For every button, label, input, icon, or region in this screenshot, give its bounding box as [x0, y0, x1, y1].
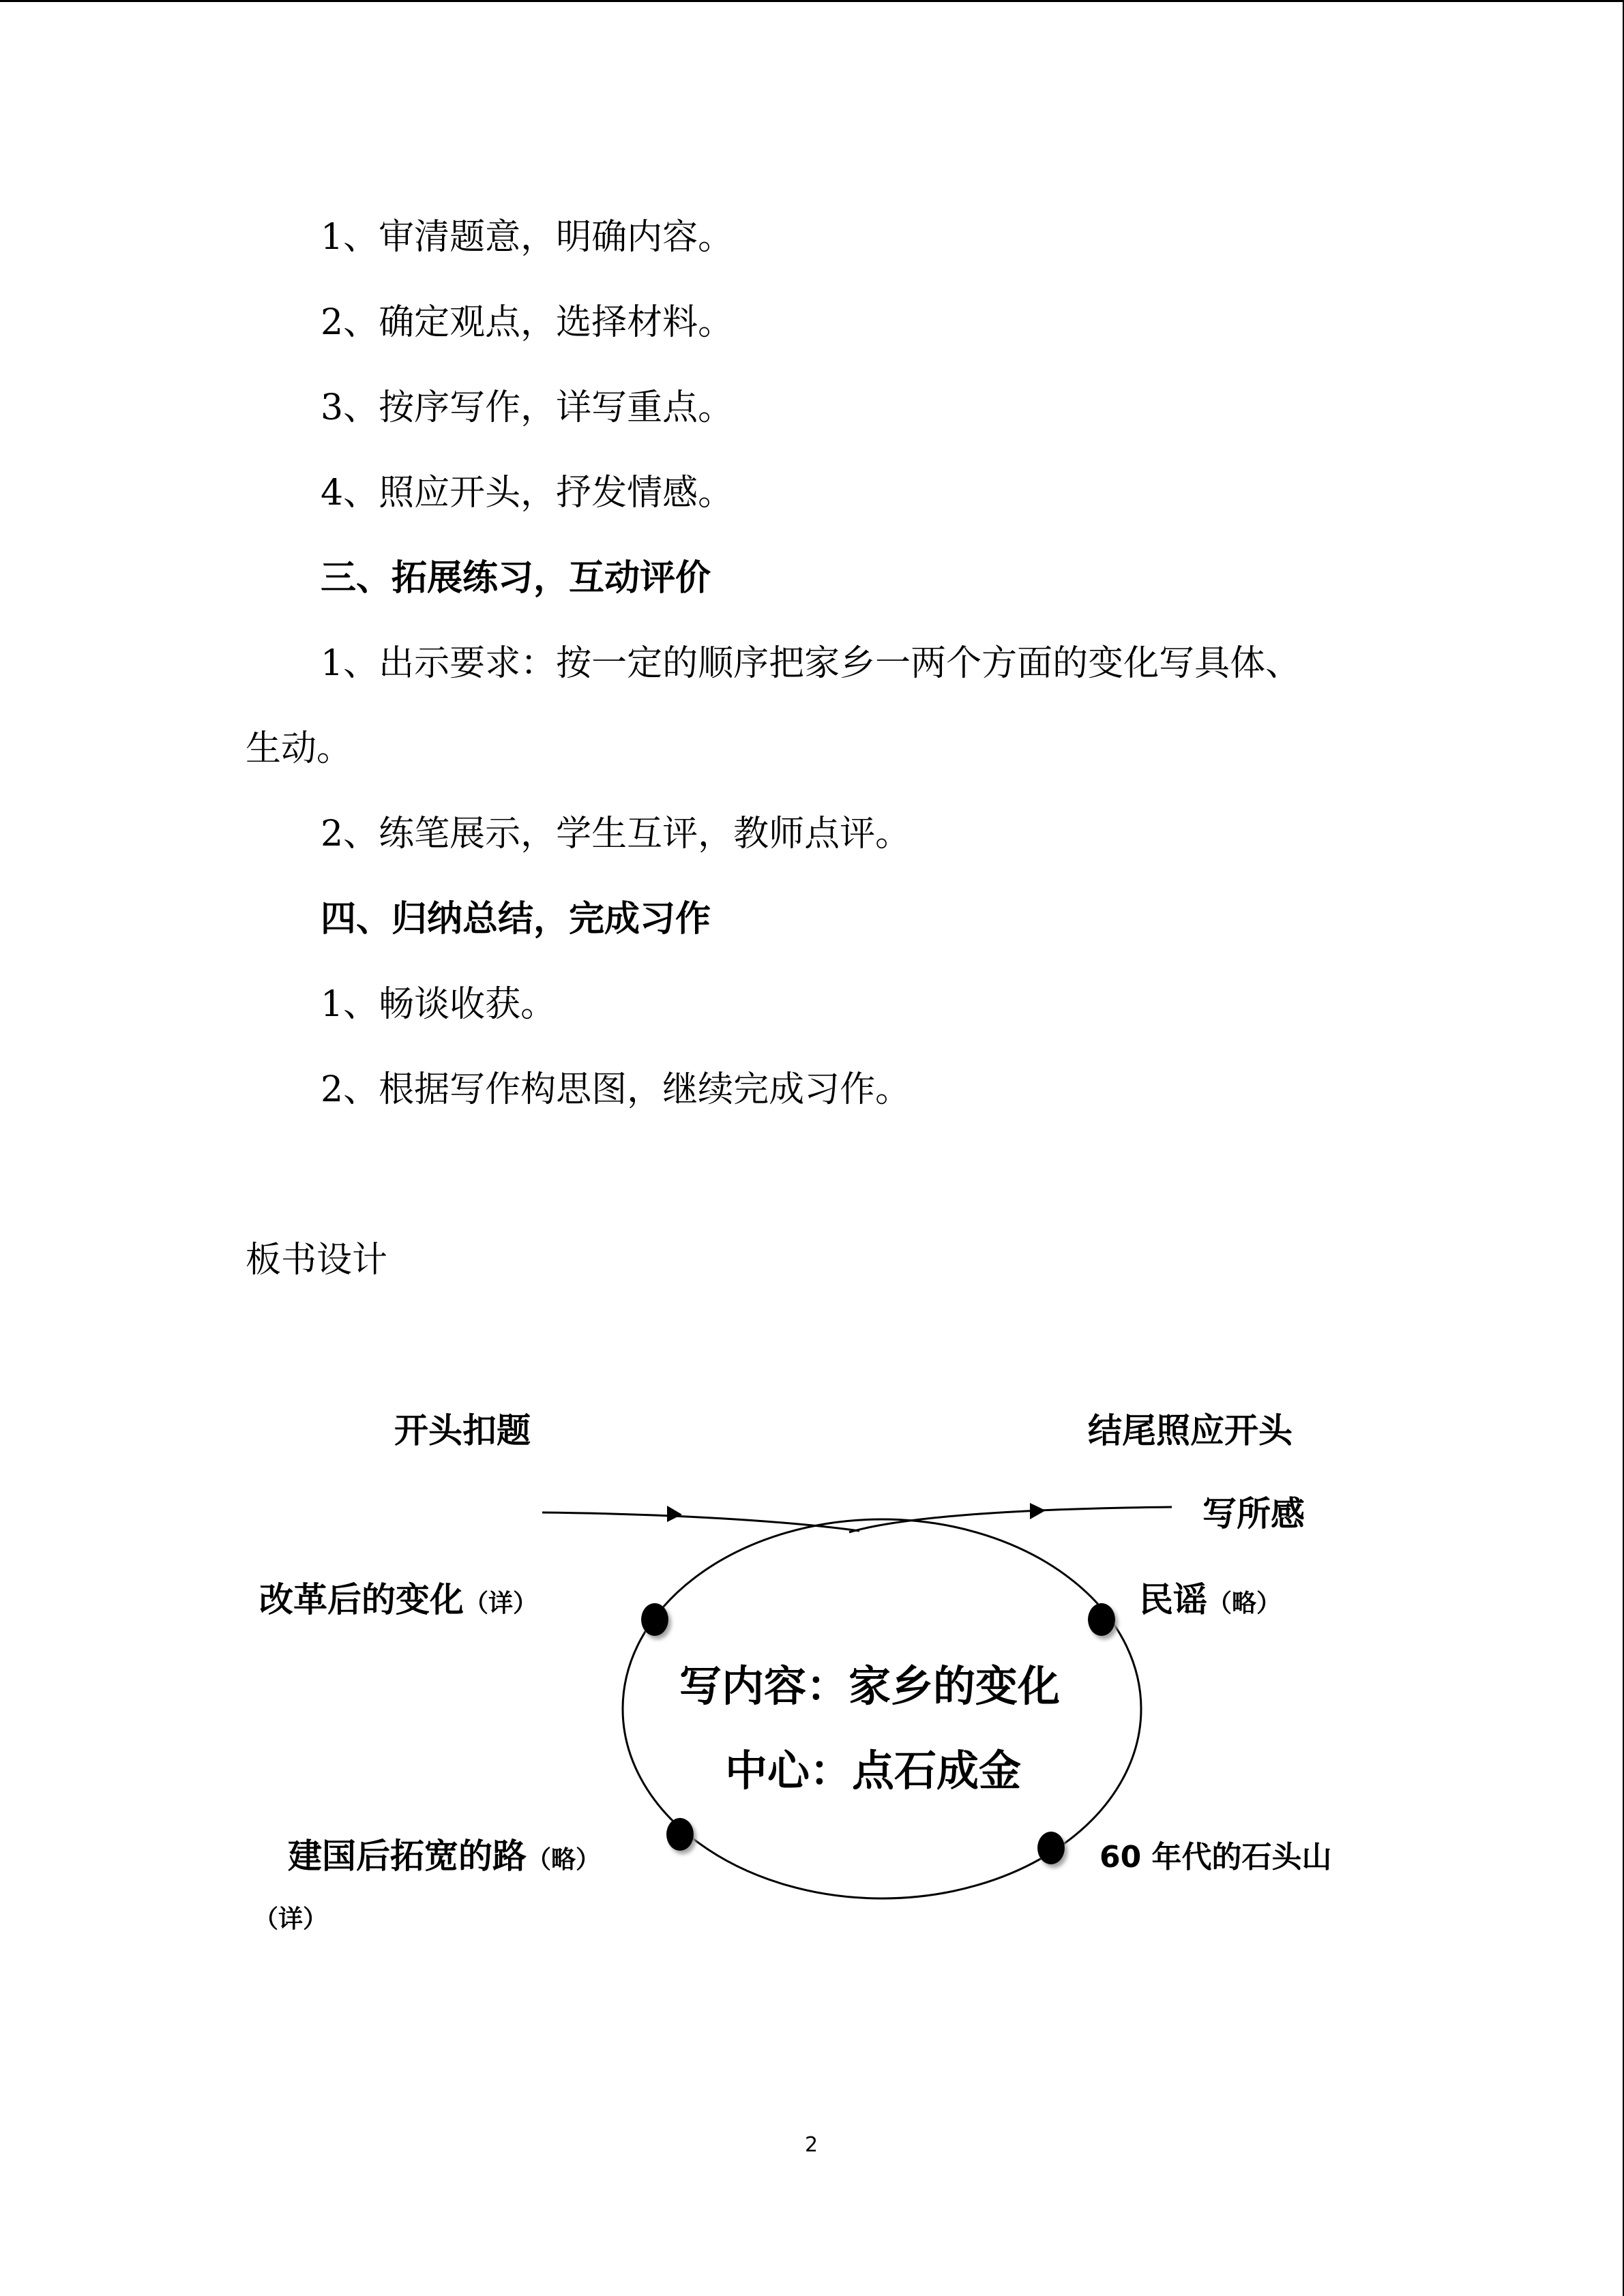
left-bottom-extra-note: （详）: [254, 1905, 328, 1933]
left-top-text: 改革后的变化: [259, 1580, 464, 1620]
section-3-item-1-line-2: 生动。: [246, 728, 353, 769]
page-number: 2: [805, 2133, 818, 2157]
left-bottom-note: （略）: [527, 1846, 601, 1874]
right-top-note: （略）: [1207, 1590, 1282, 1617]
label-feelings: 写所感: [1202, 1494, 1305, 1534]
section-4-item-1: 1、畅谈收获。: [321, 984, 557, 1025]
center-theme-line: 中心：点石成金: [725, 1746, 1022, 1795]
board-design-title: 板书设计: [246, 1240, 388, 1281]
section-3-item-1-line-1: 1、出示要求：按一定的顺序把家乡一两个方面的变化写具体、: [321, 643, 1301, 684]
step-3: 3、按序写作，详写重点。: [321, 387, 734, 428]
opening-arrow-head: [667, 1506, 682, 1522]
label-opening: 开头扣题: [394, 1411, 531, 1450]
left-top-note: （详）: [464, 1590, 538, 1617]
label-left-bottom: [288, 1836, 600, 1881]
section-4-item-2: 2、根据写作构思图，继续完成习作。: [321, 1069, 911, 1110]
step-4: 4、照应开头，抒发情感。: [321, 473, 734, 513]
label-left-top: [259, 1579, 537, 1624]
left-bottom-text: 建国后拓宽的路: [288, 1836, 527, 1876]
label-ending: 结尾照应开头: [1088, 1411, 1293, 1450]
right-bottom-dot: [1037, 1832, 1065, 1864]
section-4-heading: 四、归纳总结，完成习作: [321, 899, 711, 940]
left-bottom-dot: [666, 1818, 694, 1851]
right-top-text: 民谣: [1139, 1580, 1207, 1620]
section-3-item-2: 2、练笔展示，学生互评，教师点评。: [321, 814, 911, 854]
label-right-top: [1139, 1579, 1281, 1624]
left-top-dot: [641, 1603, 668, 1636]
right-top-dot: [1088, 1603, 1115, 1636]
opening-arrow-line: [542, 1512, 859, 1531]
label-right-bottom: 60 年代的石头山: [1099, 1840, 1332, 1875]
section-3-heading: 三、拓展练习，互动评价: [321, 558, 711, 599]
step-1: 1、审清题意，明确内容。: [321, 217, 734, 258]
step-2: 2、确定观点，选择材料。: [321, 302, 734, 343]
center-content-line: 写内容：家乡的变化: [679, 1661, 1061, 1711]
ending-arrow-head: [1030, 1503, 1046, 1519]
